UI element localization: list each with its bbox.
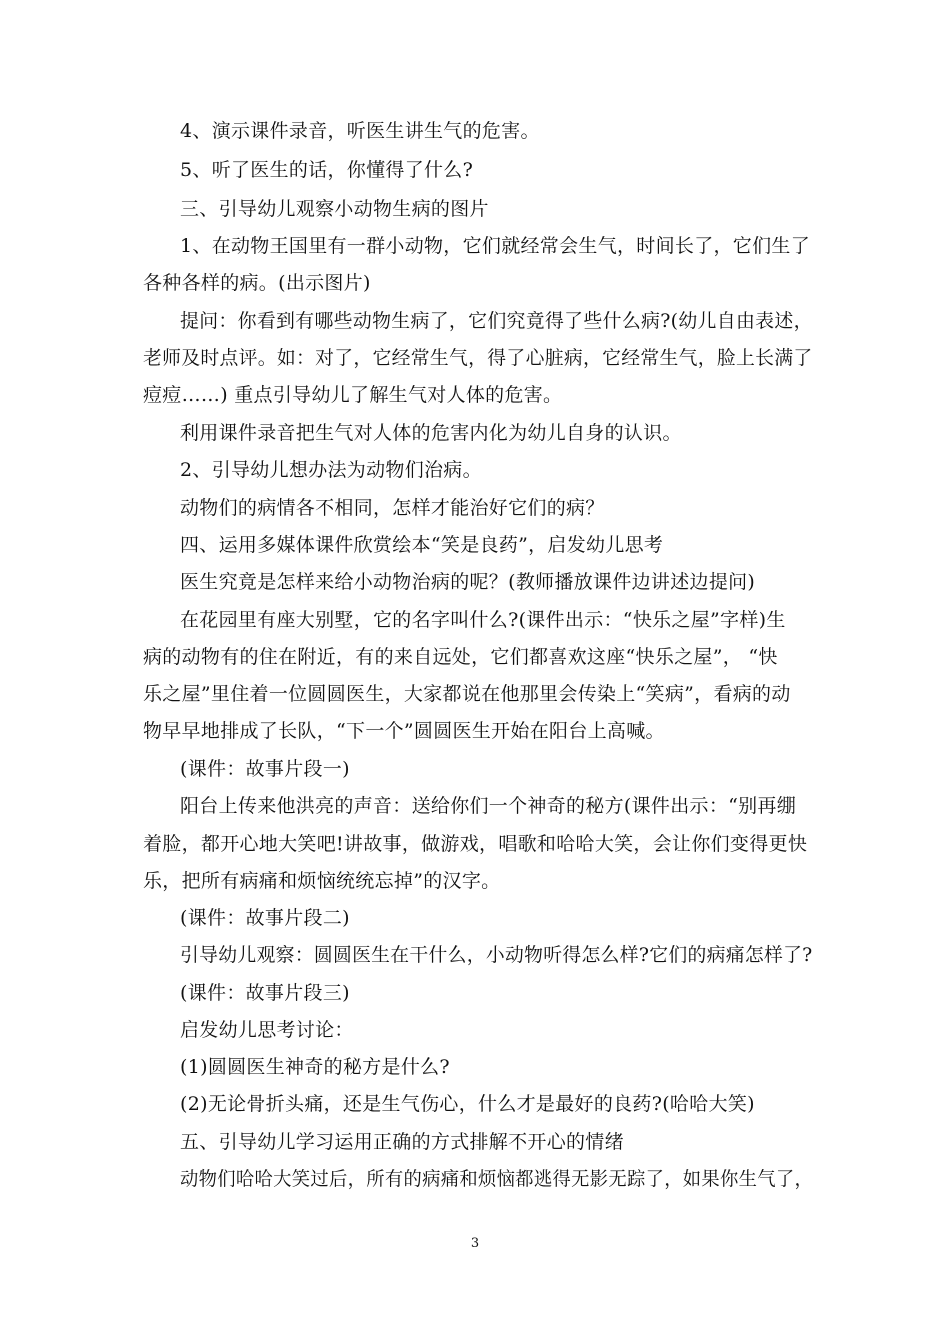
text-line: 四、运用多媒体课件欣赏绘本“笑是良药”，启发幼儿思考 [180, 534, 664, 556]
text-line: 提问：你看到有哪些动物生病了，它们究竟得了些什么病?(幼儿自由表述， [180, 310, 813, 332]
text-line: 五、引导幼儿学习运用正确的方式排解不开心的情绪 [180, 1131, 624, 1153]
text-line: 乐，把所有病痛和烦恼统统忘掉”的汉字。 [143, 870, 501, 892]
text-line: 老师及时点评。如：对了，它经常生气，得了心脏病，它经常生气，脸上长满了 [143, 347, 813, 369]
text-line: 引导幼儿观察：圆圆医生在干什么，小动物听得怎么样?它们的病痛怎样了? [180, 944, 813, 966]
text-line: 4、演示课件录音，听医生讲生气的危害。 [180, 120, 540, 142]
text-line: (课件：故事片段一) [180, 758, 350, 780]
text-line: 各种各样的病。(出示图片) [143, 272, 371, 294]
text-line: (2)无论骨折头痛，还是生气伤心，什么才是最好的良药?(哈哈大笑) [180, 1093, 755, 1115]
text-line: 5、听了医生的话，你懂得了什么? [180, 159, 474, 181]
text-line: 1、在动物王国里有一群小动物，它们就经常会生气，时间长了，它们生了 [180, 235, 810, 257]
text-line: 物早早地排成了长队，“下一个”圆圆医生开始在阳台上高喊。 [143, 720, 665, 742]
text-line: (1)圆圆医生神奇的秘方是什么? [180, 1056, 450, 1078]
text-line: 利用课件录音把生气对人体的危害内化为幼儿自身的认识。 [180, 422, 682, 444]
text-line: (课件：故事片段三) [180, 982, 350, 1004]
text-line: 阳台上传来他洪亮的声音：送给你们一个神奇的秘方(课件出示：“别再绷 [180, 795, 797, 817]
page-number: 3 [470, 1236, 480, 1251]
text-line: 在花园里有座大别墅，它的名字叫什么?(课件出示：“快乐之屋”字样)生 [180, 609, 786, 631]
text-line: 三、引导幼儿观察小动物生病的图片 [180, 198, 489, 220]
text-line: 着脸，都开心地大笑吧!讲故事，做游戏，唱歌和哈哈大笑，会让你们变得更快 [143, 833, 808, 855]
text-line: 痘痘……) 重点引导幼儿了解生气对人体的危害。 [143, 384, 563, 406]
text-line: 动物们哈哈大笑过后，所有的病痛和烦恼都逃得无影无踪了，如果你生气了， [180, 1168, 814, 1190]
text-line: 2、引导幼儿想办法为动物们治病。 [180, 459, 482, 481]
text-line: 病的动物有的住在附近，有的来自远处，它们都喜欢这座“快乐之屋”， “快 [143, 646, 778, 668]
text-line: 医生究竟是怎样来给小动物治病的呢？(教师播放课件边讲述边提问) [180, 571, 756, 593]
text-line: 启发幼儿思考讨论： [180, 1019, 354, 1041]
text-line: 乐之屋”里住着一位圆圆医生，大家都说在他那里会传染上“笑病”，看病的动 [143, 683, 791, 705]
text-line: (课件：故事片段二) [180, 907, 350, 929]
text-line: 动物们的病情各不相同，怎样才能治好它们的病？ [180, 497, 605, 519]
